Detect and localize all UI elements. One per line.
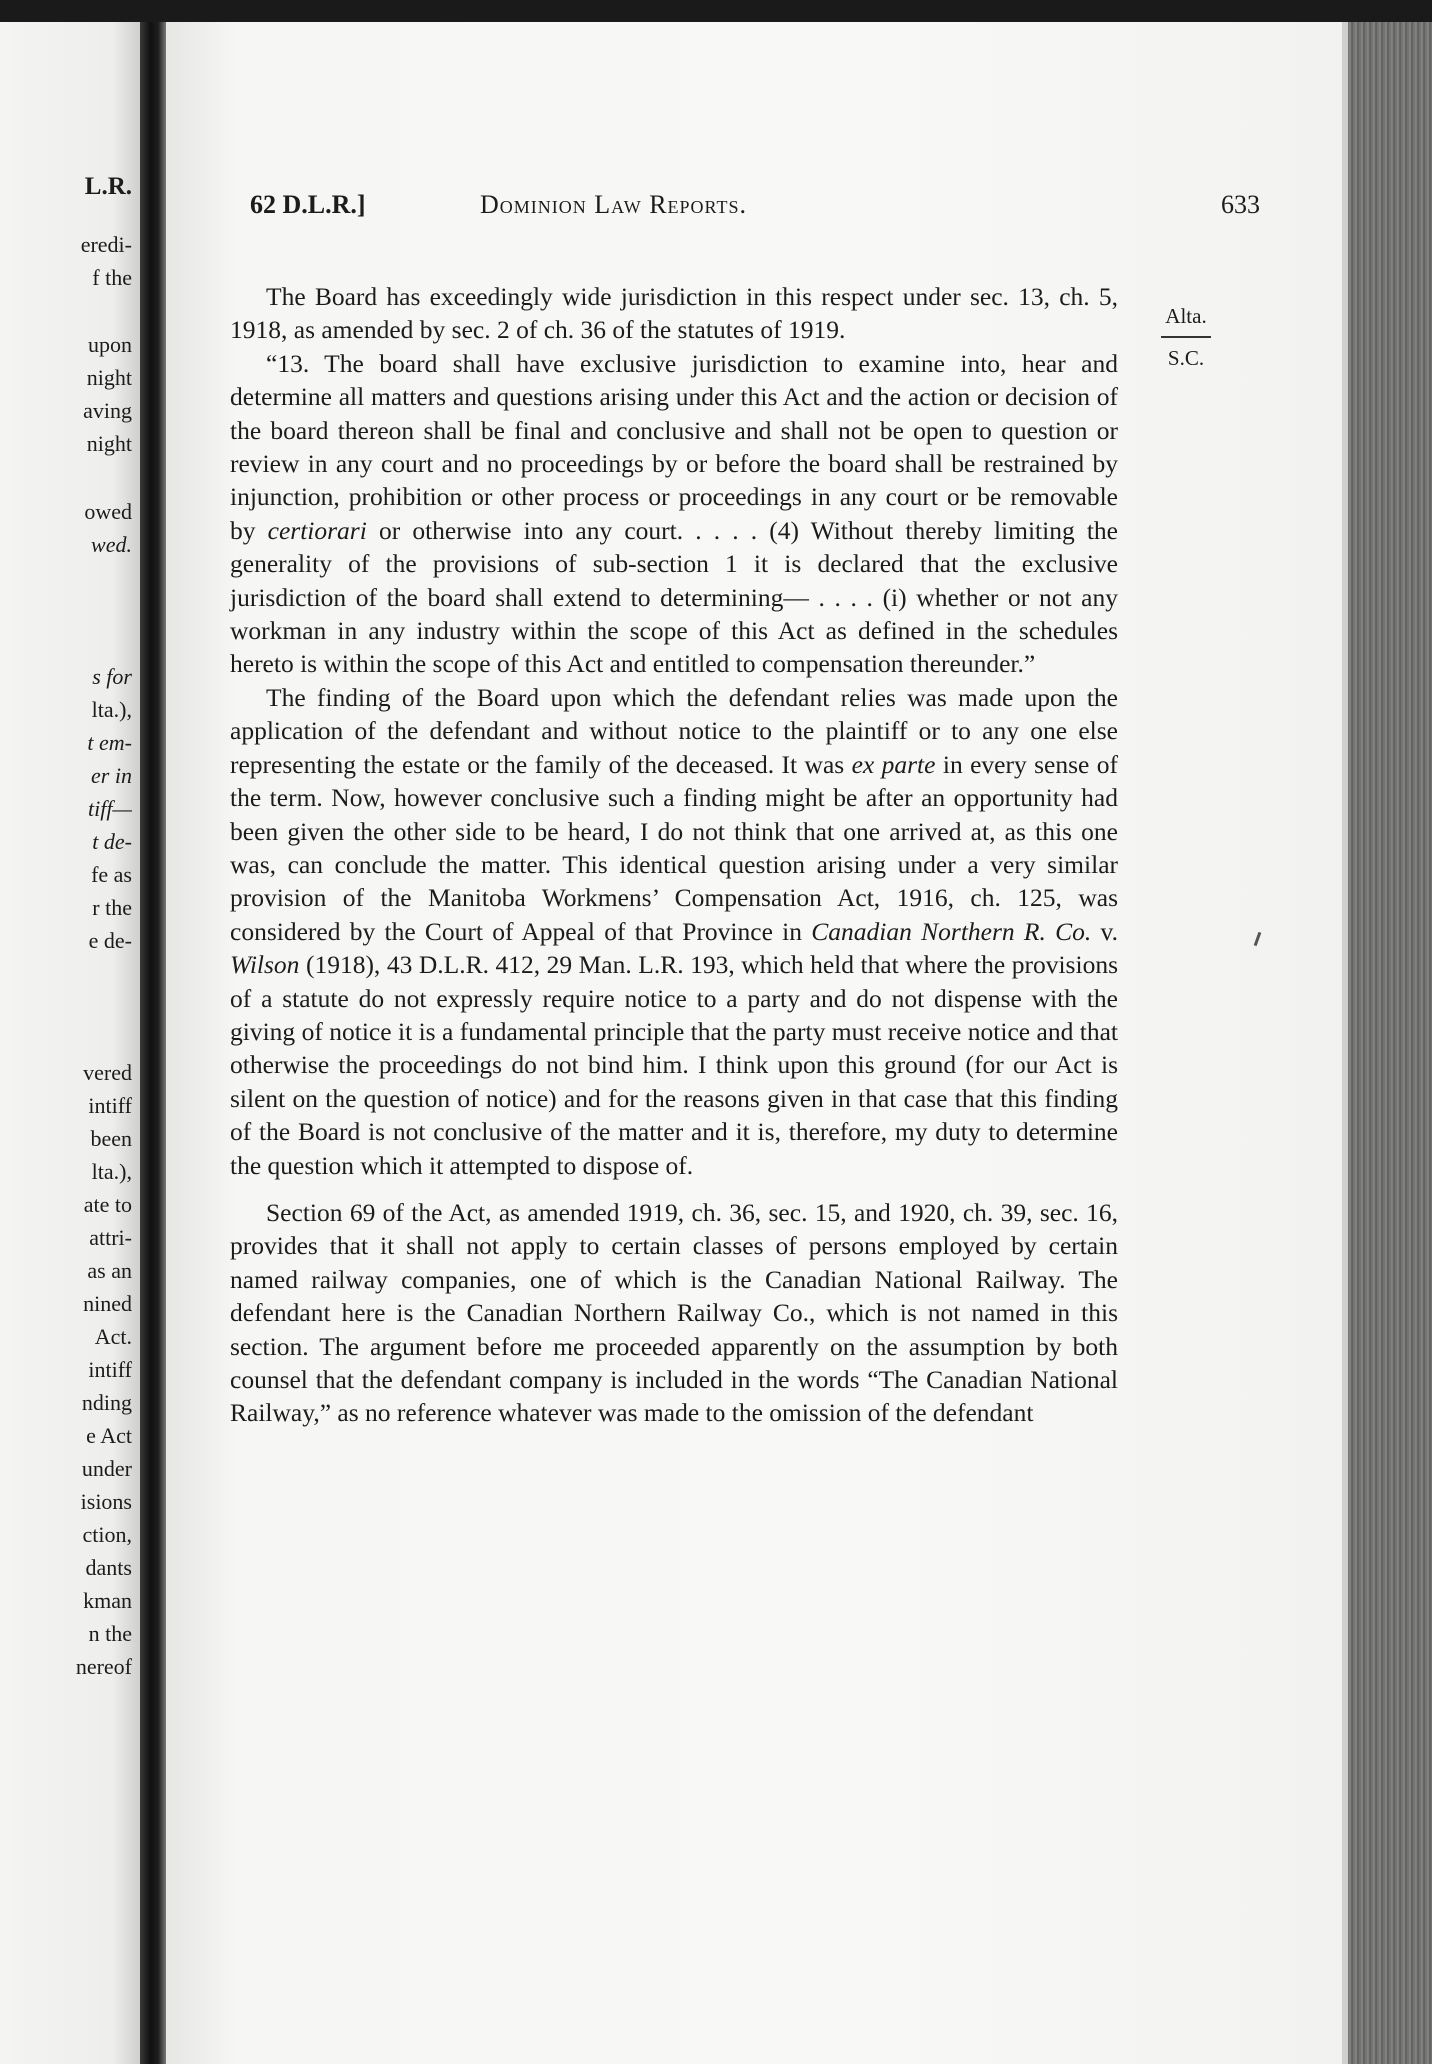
text-run: “13. The board shall have exclusive jurisdiction to examine into, hear and determine all matters and questions arising under this Act and the action or decision of the board thereon shall be final and conclusive and shall not be open to question or review in any court and no proceedings by or before the board shall be restrained by injunction, prohibition or other process or proceedings in any court or be removable by [230, 348, 1118, 545]
facing-page-line: isions [80, 1489, 132, 1514]
italic-term: certiorari [267, 515, 367, 545]
facing-page-line: tiff— [87, 796, 132, 821]
facing-page-line: night [86, 365, 132, 390]
facing-page-line: nined [83, 1291, 132, 1316]
body-text [230, 280, 1118, 1430]
scan-speck [1254, 932, 1262, 946]
text-run: The finding of the Board upon which the defendant relies was made upon the application of the defendant and without notice to the plaintiff or to any one else representing the estate or the family of the deceased. It was [230, 682, 1118, 779]
facing-page-line: nding [81, 1390, 132, 1415]
facing-page-line: owed [84, 499, 132, 524]
case-name: Canadian Northern R. Co. [811, 916, 1092, 946]
facing-page-line: as an [87, 1258, 132, 1283]
facing-page-line: aving [83, 398, 132, 423]
facing-page-line: t de- [92, 829, 132, 854]
facing-page-line: lta.), [91, 697, 132, 722]
facing-page-line: lta.), [91, 1159, 132, 1184]
facing-page-line: s for [92, 664, 132, 689]
facing-page-line: night [86, 431, 132, 456]
facing-page-line: e de- [88, 928, 132, 953]
facing-page-line: t em- [87, 730, 132, 755]
facing-page-line: kman [83, 1588, 132, 1613]
facing-page-line: been [90, 1126, 132, 1151]
volume-reference: 62 D.L.R.] [250, 190, 366, 219]
facing-page-line: r the [92, 895, 132, 920]
margin-note [1146, 300, 1226, 374]
facing-page-line: vered [83, 1060, 132, 1085]
text-run: (1918), 43 D.L.R. 412, 29 Man. L.R. 193, which held that where the provisions of a statute do not expressly require notice to a party and do not dispense with the giving of notice it is a fundamental principle that the party must receive notice and that otherwise the proceedings do not bind him. I think upon this ground (for our Act is silent on the question of notice) and for the reasons given in that case that this finding of the Board is not conclusive of the matter and it is, therefore, my duty to determine the question which it attempted to dispose of. [230, 950, 1118, 1180]
margin-court: Alta. [1165, 304, 1207, 328]
facing-page-line: fe as [91, 862, 132, 887]
margin-division: S.C. [1167, 346, 1205, 370]
italic-term: ex parte [851, 749, 936, 779]
page-number: 633 [1221, 190, 1260, 219]
facing-page-line: attri- [89, 1225, 132, 1250]
facing-page-line: ate to [83, 1192, 132, 1217]
facing-page-line: intiff [88, 1093, 132, 1118]
text-run: v. [1091, 916, 1118, 946]
paragraph-2-quote [230, 347, 1118, 681]
paragraph-1: The Board has exceedingly wide jurisdiction in this respect under sec. 13, ch. 5, 1918, as amended by sec. 2 of ch. 36 of the statutes of 1919. [230, 282, 1118, 345]
text-run: or otherwise into any court. . . . . (4) Without thereby limiting the generality of the provisions of sub-section 1 it is declared that the exclusive jurisdiction of the board shall extend to determining— . . . . (i) whether or not any workman in any industry within the scope of this Act as defined in the schedules hereto is within the scope of this Act and entitled to compensation thereunder.” [230, 515, 1118, 679]
margin-rule [1161, 336, 1211, 338]
book-page [166, 22, 1342, 2064]
facing-page-line: ction, [82, 1522, 132, 1547]
facing-page-line: intiff [88, 1357, 132, 1382]
facing-page-line: upon [88, 332, 132, 357]
case-name: Wilson [230, 950, 300, 980]
publication-title: Dominion Law Reports. [480, 190, 747, 219]
facing-page-line: Act. [94, 1324, 132, 1349]
page-edges [1342, 22, 1432, 2064]
paragraph-4: Section 69 of the Act, as amended 1919, ch. 36, sec. 15, and 1920, ch. 39, sec. 16, provides that it shall not apply to certain classes of persons employed by certain named railway companies, one of which is the Canadian National Railway. The defendant here is the Canadian Northern Railway Co., which is not named in this section. The argument before me proceeded apparently on the assumption by both counsel that the defendant company is included in the words “The Canadian National Railway,” as no reference whatever was made to the omission of the defendant [230, 1197, 1118, 1428]
facing-page-line: nereof [75, 1654, 132, 1679]
facing-page-line: f the [92, 265, 132, 290]
paragraph-3 [230, 681, 1118, 1182]
facing-page-line: under [81, 1456, 132, 1481]
facing-page-line: er in [91, 763, 132, 788]
running-head [250, 190, 1260, 230]
facing-page-line: L.R. [84, 173, 132, 200]
facing-page-fragment [0, 22, 140, 2064]
facing-page-line: wed. [91, 532, 132, 557]
scan-top-border [0, 0, 1432, 22]
book-gutter [140, 22, 166, 2064]
facing-page-line: dants [85, 1555, 132, 1580]
facing-page-line: eredi- [80, 232, 132, 257]
facing-page-line: n the [88, 1621, 132, 1646]
text-run: in every sense of the term. Now, however conclusive such a finding might be after an opportunity had been given the other side to be heard, I do not think that one arrived at, as this one was, can conclude the matter. This identical question arising under a very similar provision of the Manitoba Workmens’ Compensation Act, 1916, ch. 125, was considered by the Court of Appeal of that Province in [230, 749, 1118, 946]
facing-page-line: e Act [86, 1423, 132, 1448]
